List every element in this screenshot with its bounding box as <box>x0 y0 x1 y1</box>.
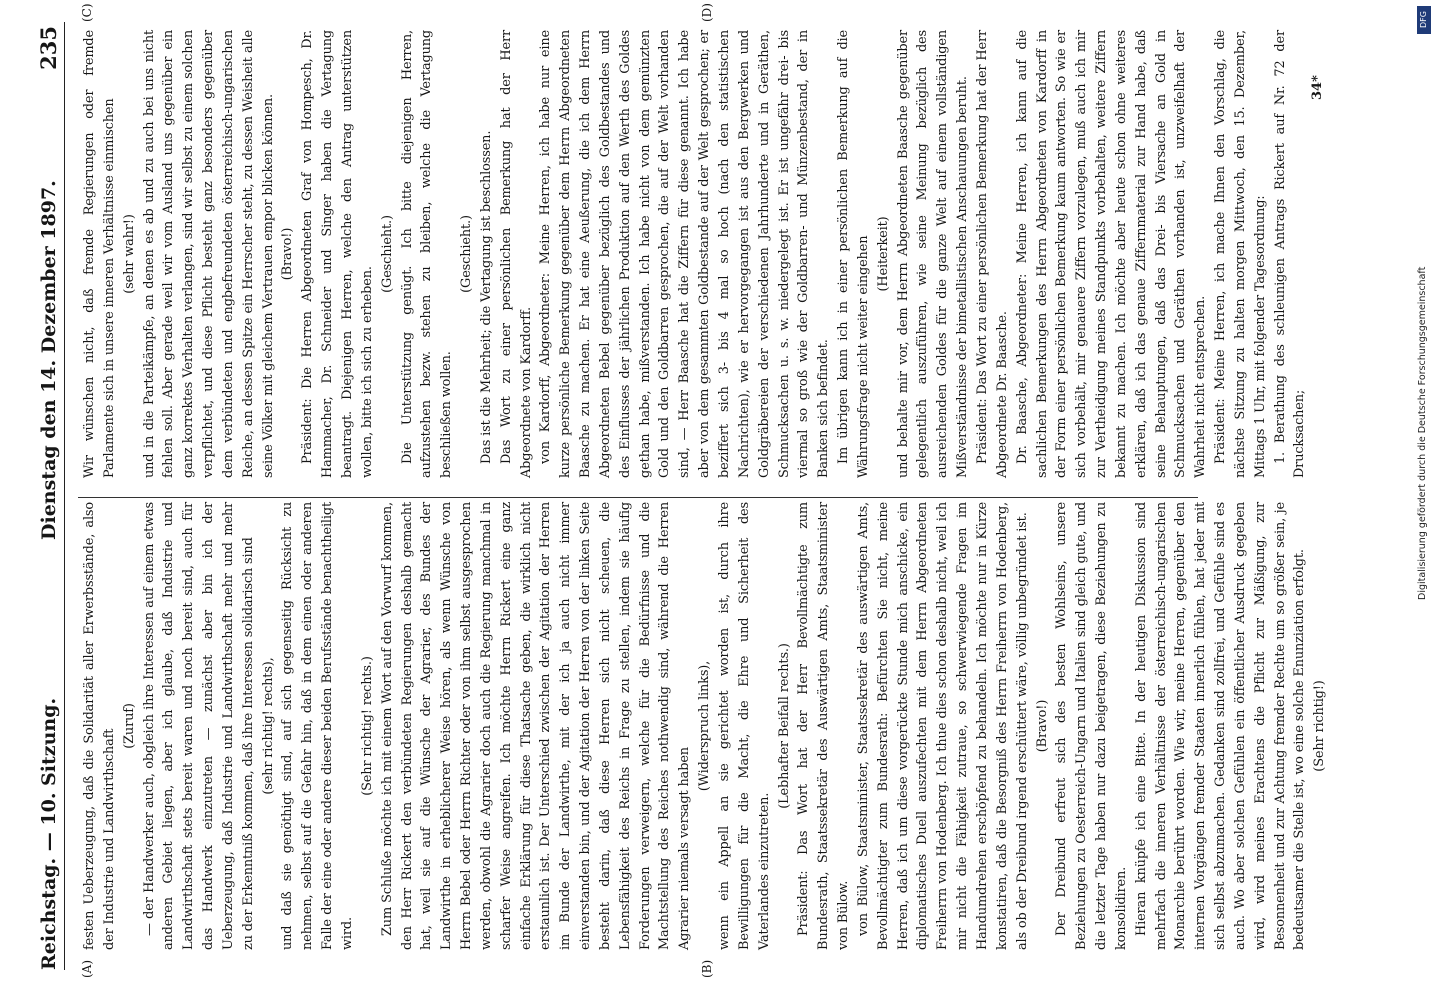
text-column-left <box>80 502 1328 950</box>
dfg-logo: DFG <box>1417 6 1431 34</box>
paragraph: Das Wort zu einer persönlichen Bemerkung hat der Herr Abgeordnete von Kardorff. <box>498 30 534 478</box>
interjection: (sehr richtig! rechts), <box>260 657 276 795</box>
interjection: (Sehr richtig! rechts.) <box>359 656 375 796</box>
header-date: Dienstag den 14. Dezember 1897. <box>38 180 60 540</box>
digitization-sidebar <box>1414 0 1434 1000</box>
digitization-credit: Digitalisierung gefördert durch die Deutsche Forschungsgemeinschaft <box>1417 266 1428 600</box>
paragraph: und daß sie genöthigt sind, auf sich gegenseitig Rücksicht zu nehmen, selbst auf die Gefahr hin, daß in dem einen oder anderen Falle der eine oder andere dieser beiden Berufsstände benachtheiligt wird. <box>280 502 355 950</box>
margin-mark-b: (B) <box>700 959 714 978</box>
paragraph: Der Dreibund erfreut sich des besten Wohlseins, unsere Beziehungen zu Oesterreich-Ungarn und Italien sind gleich gute, und die letzter Tage haben nur dazu beigetragen, diese Beziehungen zu konsolidiren. <box>1054 502 1129 950</box>
interjection: (Bravo!) <box>1034 699 1050 753</box>
interjection: (Bravo!) <box>280 227 296 281</box>
paragraph-speaker: von Kardorff, Abgeordneter: Meine Herren, ich habe nur eine kurze persönliche Bemerkung gegenüber dem Herrn Abgeordneten Baasche zu machen. Er hat eine Aeußerung, die ich dem Herrn Abgeordneten Bebel gegenüber bezüglich des Goldbestandes und des Einflusses der jährlichen Produktion auf den Werth des Goldes gethan habe, mißverstanden. Ich habe nicht von dem gemünzten Gold und den Goldbarren gesprochen, die auf der Welt vorhanden sind, — Herr Baasche hat die Ziffern für diese genannt. Ich habe aber von dem gesammten Goldbestande auf der Welt gesprochen; er beziffert sich 3- bis 4 mal so hoch (nach den statistischen Nachrichten), wie er hervorgegangen ist aus den Bergwerken und Goldgräbereien der verschiedenen Jahrhunderte und in Geräthen, Schmucksachen u. s. w. niedergelegt ist. Er ist ungefähr drei- bis viermal so groß wie der Goldbarren- und Münzenbestand, der in Banken sich befindet. <box>538 30 832 478</box>
paragraph-speaker: Präsident: Die Herren Abgeordneten Graf von Hompesch, Dr. Hammacher, Dr. Schneider und Singer haben die Vertagung beantragt. Diejenigen Herren, welche den Antrag unterstützen wollen, bitte ich sich zu erheben. <box>300 30 375 478</box>
signature-mark: 34* <box>1310 75 1325 100</box>
interjection: (Geschieht.) <box>459 215 475 293</box>
header-title: Reichstag. — 10. Sitzung. <box>38 697 60 970</box>
paragraph: Zum Schluße möchte ich mit einem Wort auf den Vorwurf kommen, den Herr Rickert den verbündeten Regierungen deshalb gemacht hat, weil sie auf die Wünsche der Agrarier, des Bundes der Landwirthe in erheblicherer Weise hören, als wenn Wünsche von Herrn Bebel oder Herrn Richter oder von ihm selbst ausgesprochen werden, obwohl die Agrarier doch auch die Regierung manchmal in scharfer Weise angreifen. Ich möchte Herrn Rickert eine ganz einfache Erklärung für diese Thatsache geben, die wirklich nicht erstaunlich ist. Der Unterschied zwischen der Agitation der Herren im Bunde der Landwirthe, mit der ich ja auch nicht immer einverstanden bin, und der Agitation der Herren von der linken Seite besteht darin, daß diese Herren sich nicht scheuen, die Lebensfähigkeit des Reichs in Frage zu stellen, indem sie häufig Forderungen verweigern, welche für die Bedürfnisse und die Machtstellung des Reiches nothwendig sind, während die Herren Agrarier niemals versagt haben <box>379 502 693 950</box>
paragraph: wenn ein Appell an sie gerichtet worden ist, durch ihre Bewilligungen für die Macht, die Ehre und Sicherheit des Vaterlandes einzutreten. <box>717 502 772 950</box>
paragraph-speaker: Präsident: Meine Herren, ich mache Ihnen den Vorschlag, die nächste Sitzung zu halten morgen Mittwoch, den 15. Dezember, Mittags 1 Uhr, mit folgender Tagesordnung: <box>1213 30 1268 478</box>
page-number: 235 <box>36 26 61 70</box>
text-column-right <box>80 30 1308 478</box>
paragraph: und behalte mir vor, dem Herrn Abgeordneten Baasche gegenüber gelegentlich auszuführen, wie seine Meinung bezüglich des ausreichenden Goldes für die ganze Welt auf einem vollständigen Mißverständnisse der bimetallistischen Anschauungen beruht. <box>895 30 971 478</box>
column-divider <box>78 497 1198 498</box>
paragraph-speaker: von Bülow, Staatsminister, Staatssekretär des auswärtigen Amts, Bevollmächtigter zum Bundesrath: Befürchten Sie nicht, meine Herren, daß ich um diese vorgerückte Stunde mich anschicke, ein diplomatisches Duell auszufechten mit dem Herrn Abgeordneten Freiherrn von Hodenberg. Ich thue dies schon deshalb nicht, weil ich mir nicht die Fähigkeit zutraue, so schwerwiegende Fragen im Handumdrehen erschöpfend zu behandeln. Ich möchte nur in Kürze konstatiren, daß die Besorgniß des Herrn Freiherrn von Hodenberg, als ob der Dreibund irgend erschüttert wäre, völlig unbegründet ist. <box>855 502 1030 950</box>
paragraph-speaker: Präsident: Das Wort hat der Herr Bevollmächtigte zum Bundesrath, Staatssekretär des Auswärtigen Amts, Staatsminister von Bülow. <box>796 502 852 950</box>
paragraph: und in die Parteikämpfe, an denen es ab und zu auch bei uns nicht fehlen soll. Aber gerade weil wir vom Ausland uns gegenüber ein ganz korrektes Verhalten verlangen, sind wir selbst zu einem solchen verpflichtet, und diese Pflicht besteht ganz besonders gegenüber dem verbündeten und engbefreundeten österreichisch-ungarischen Reiche, an dessen Spitze ein Herrscher steht, zu dessen Weisheit alle seine Völker mit gleichem Vertrauen empor blicken können. <box>141 30 276 478</box>
paragraph: Im übrigen kann ich in einer persönlichen Bemerkung auf die Währungsfrage nicht weiter eingehen <box>836 30 871 478</box>
interjection: (Heiterkeit) <box>875 216 891 292</box>
margin-mark-a: (A) <box>80 959 94 978</box>
margin-mark-c: (C) <box>80 3 94 22</box>
agenda-item: 1. Berathung des schleunigen Antrags Rickert auf Nr. 72 der Drucksachen; <box>1272 30 1308 478</box>
paragraph-speaker: Dr. Baasche, Abgeordneter: Meine Herren, ich kann auf die sachlichen Bemerkungen des Herrn Abgeordneten von Kardorff in der Form einer persönlichen Bemerkung kaum antworten. So wie er sich vorbehält, mir genauere Ziffern vorzulegen, muß auch ich mir zur Vertheidigung meines Standpunkts vorbehalten, weitere Ziffern bekannt zu machen. Ich möchte aber heute schon ohne weiteres erklären, daß ich das genaue Ziffernmaterial zur Hand habe, daß seine Behauptungen, daß das Drei- bis Viersache an Gold in Schmucksachen und Geräthen vorhanden ist, unzweifelhaft der Wahrheit nicht entsprechen. <box>1014 30 1209 478</box>
interjection: (Zuruf) <box>121 703 137 749</box>
paragraph: Wir wünschen nicht, daß fremde Regierungen oder fremde Parlamente sich in unsere inneren Verhältnisse einmischen <box>82 30 117 478</box>
interjection: (Sehr richtig!) <box>1312 680 1328 772</box>
paragraph: Hieran knüpfe ich eine Bitte. In der heutigen Diskussion sind mehrfach die inneren Verhältnisse der österreichisch-ungarischen Monarchie berührt worden. Wie wir, meine Herren, gegenüber den internen Vorgängen fremder Staaten innerlich fühlen, hat jeder mit sich selbst abzumachen. Gedanken sind zollfrei, und Gefühle sind es auch. Wo aber solchen Gefühlen ein öffentlicher Ausdruck gegeben wird, wird meines Erachtens die Pflicht zur Mäßigung, zur Besonnenheit und zur Achtung fremder Rechte um so größer sein, je bedeutsamer die Stelle ist, wo eine solche Enunziation erfolgt. <box>1133 502 1308 950</box>
interjection: (sehr wahr!) <box>121 214 137 294</box>
paragraph: festen Ueberzeugung, daß die Solidarität aller Erwerbsstände, also der Industrie und Landwirthschaft <box>82 502 117 950</box>
interjection: (Geschieht.) <box>379 215 395 293</box>
interjection: (Widerspruch links), <box>697 660 713 792</box>
page-header <box>34 22 65 970</box>
interjection: (Lebhafter Beifall rechts.) <box>776 643 792 809</box>
paragraph: — der Handwerker auch, obgleich ihre Interessen auf einem etwas anderen Gebiet liegen, aber ich glaube, daß Industrie und Landwirthschaft stets bereit waren und noch bereit sind, auch für das Handwerk einzutreten — zunächst aber bin ich der Ueberzeugung, daß Industrie und Landwirthschaft mehr und mehr zu der Erkenntniß kommen, daß ihre Interessen solidarisch sind <box>141 502 256 950</box>
paragraph-speaker: Präsident: Das Wort zu einer persönlichen Bemerkung hat der Herr Abgeordnete Dr. Baasche. <box>974 30 1010 478</box>
paragraph: Das ist die Mehrheit; die Vertagung ist beschlossen. <box>478 130 494 464</box>
margin-mark-d: (D) <box>700 3 714 22</box>
paragraph: Die Unterstützung genügt. Ich bitte diejenigen Herren, aufzustehen bezw. stehen zu bleiben, welche die Vertagung beschließen wollen. <box>399 30 455 478</box>
